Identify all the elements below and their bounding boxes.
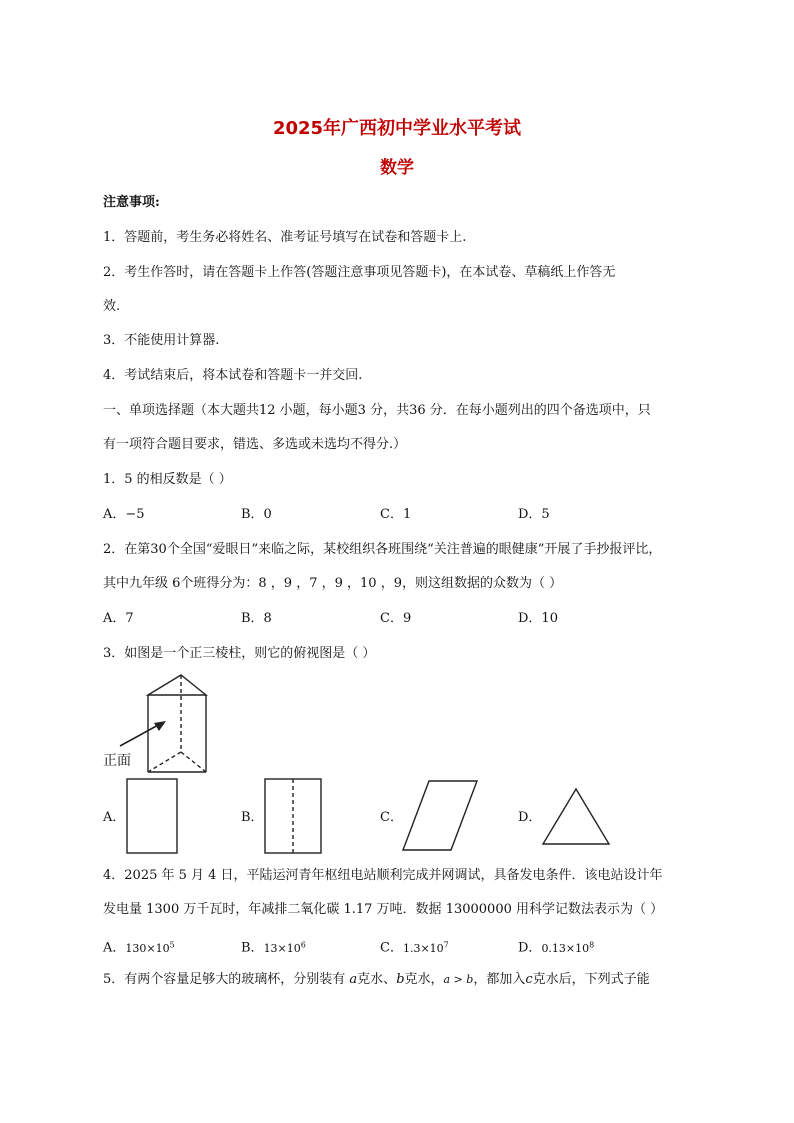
q4-option-d-value: $0.13\times 10^8$ [541, 940, 595, 955]
q4-option-c-label: C． [380, 940, 403, 956]
var-b: b [396, 972, 405, 987]
q4-option-b-label: B． [241, 940, 264, 956]
notice-heading: 注意事项: [103, 195, 160, 210]
q3-option-d-triangle [541, 787, 611, 847]
exam-title: 2025年广西初中学业水平考试 [272, 118, 522, 139]
q4-option-a-label: A． [103, 940, 126, 956]
q4-option-a-value: $130\times 10^5$ [125, 940, 175, 955]
section-instructions-2: 有一项符合题目要求，错选、多选或未选均不得分.） [103, 437, 407, 452]
notice-item-2: 2．考生作答时，请在答题卡上作答(答题注意事项见答题卡)，在本试卷、草稿纸上作答无 [103, 265, 616, 280]
section-instructions-1: 一、单项选择题（本大题共12 小题，每小题3 分，共36 分．在每小题列出的四个备选项中，只 [103, 403, 651, 418]
condition-a-gt-b: a > b [443, 973, 474, 986]
q3-option-c-parallelogram [401, 780, 479, 852]
q1-option-a: A．−5 [103, 507, 145, 522]
subject-title: 数学 [380, 158, 414, 178]
q4-option-c-value: $1.3\times 10^7$ [402, 940, 449, 955]
q1-option-c: C．1 [380, 507, 412, 522]
q4-option-b-value: $13\times 10^6$ [263, 940, 306, 955]
q3-option-b-rectangle-dashed [264, 778, 322, 854]
q4-option-d [518, 936, 594, 958]
q3-option-a-label: A． [103, 810, 126, 825]
q4-stem-line2: 发电量 1300 万千瓦时，年减排二氧化碳 1.17 万吨．数据 13000000 用科学记数法表示为（ ） [103, 902, 664, 917]
q3-option-d-label: D． [518, 810, 542, 825]
q2-option-c: C．9 [380, 611, 412, 626]
notice-item-4: 4．考试结束后，将本试卷和答题卡一并交回. [103, 368, 363, 383]
notice-item-2-cont: 效. [103, 299, 121, 314]
q3-stem: 3．如图是一个正三棱柱，则它的俯视图是（ ） [103, 646, 376, 661]
q4-option-c [380, 936, 449, 958]
q3-option-b-label: B． [241, 810, 264, 825]
q4-stem-line1: 4．2025 年 5 月 4 日，平陆运河青年枢纽电站顺利完成并网调试，具备发电条件．该电站设计年 [103, 868, 663, 883]
q2-option-b: B．8 [241, 611, 272, 626]
q2-option-a: A．7 [103, 611, 134, 626]
q2-stem-line1: 2．在第30个全国“爱眼日”来临之际，某校组织各班围绕“关注普遍的眼健康”开展了手抄报评比， [103, 542, 662, 557]
var-a: a [349, 972, 358, 987]
q3-option-c-label: C． [380, 810, 403, 825]
q1-option-d: D．5 [518, 507, 550, 522]
q2-option-d: D．10 [518, 611, 558, 626]
q2-stem-line2: 其中九年级 6个班得分为：8 ，9 ，7 ，9 ，10 ，9，则这组数据的众数为（ ） [103, 576, 563, 591]
notice-item-1: 1．答题前，考生务必将姓名、准考证号填写在试卷和答题卡上. [103, 230, 467, 245]
q4-option-a [103, 936, 175, 958]
q4-option-d-label: D． [518, 940, 542, 956]
q5-stem: 5．有两个容量足够大的玻璃杯，分别装有 a克水、b克水，a > b，都加入c克水后，下列式子能 [103, 972, 650, 987]
q3-option-a-rectangle [126, 778, 178, 854]
notice-item-3: 3．不能使用计算器. [103, 333, 220, 348]
var-c: c [525, 972, 533, 987]
q4-option-b [241, 936, 306, 958]
q1-option-b: B．0 [241, 507, 272, 522]
front-view-label: 正面 [103, 753, 131, 769]
q1-stem: 1．5 的相反数是（ ） [103, 472, 232, 487]
